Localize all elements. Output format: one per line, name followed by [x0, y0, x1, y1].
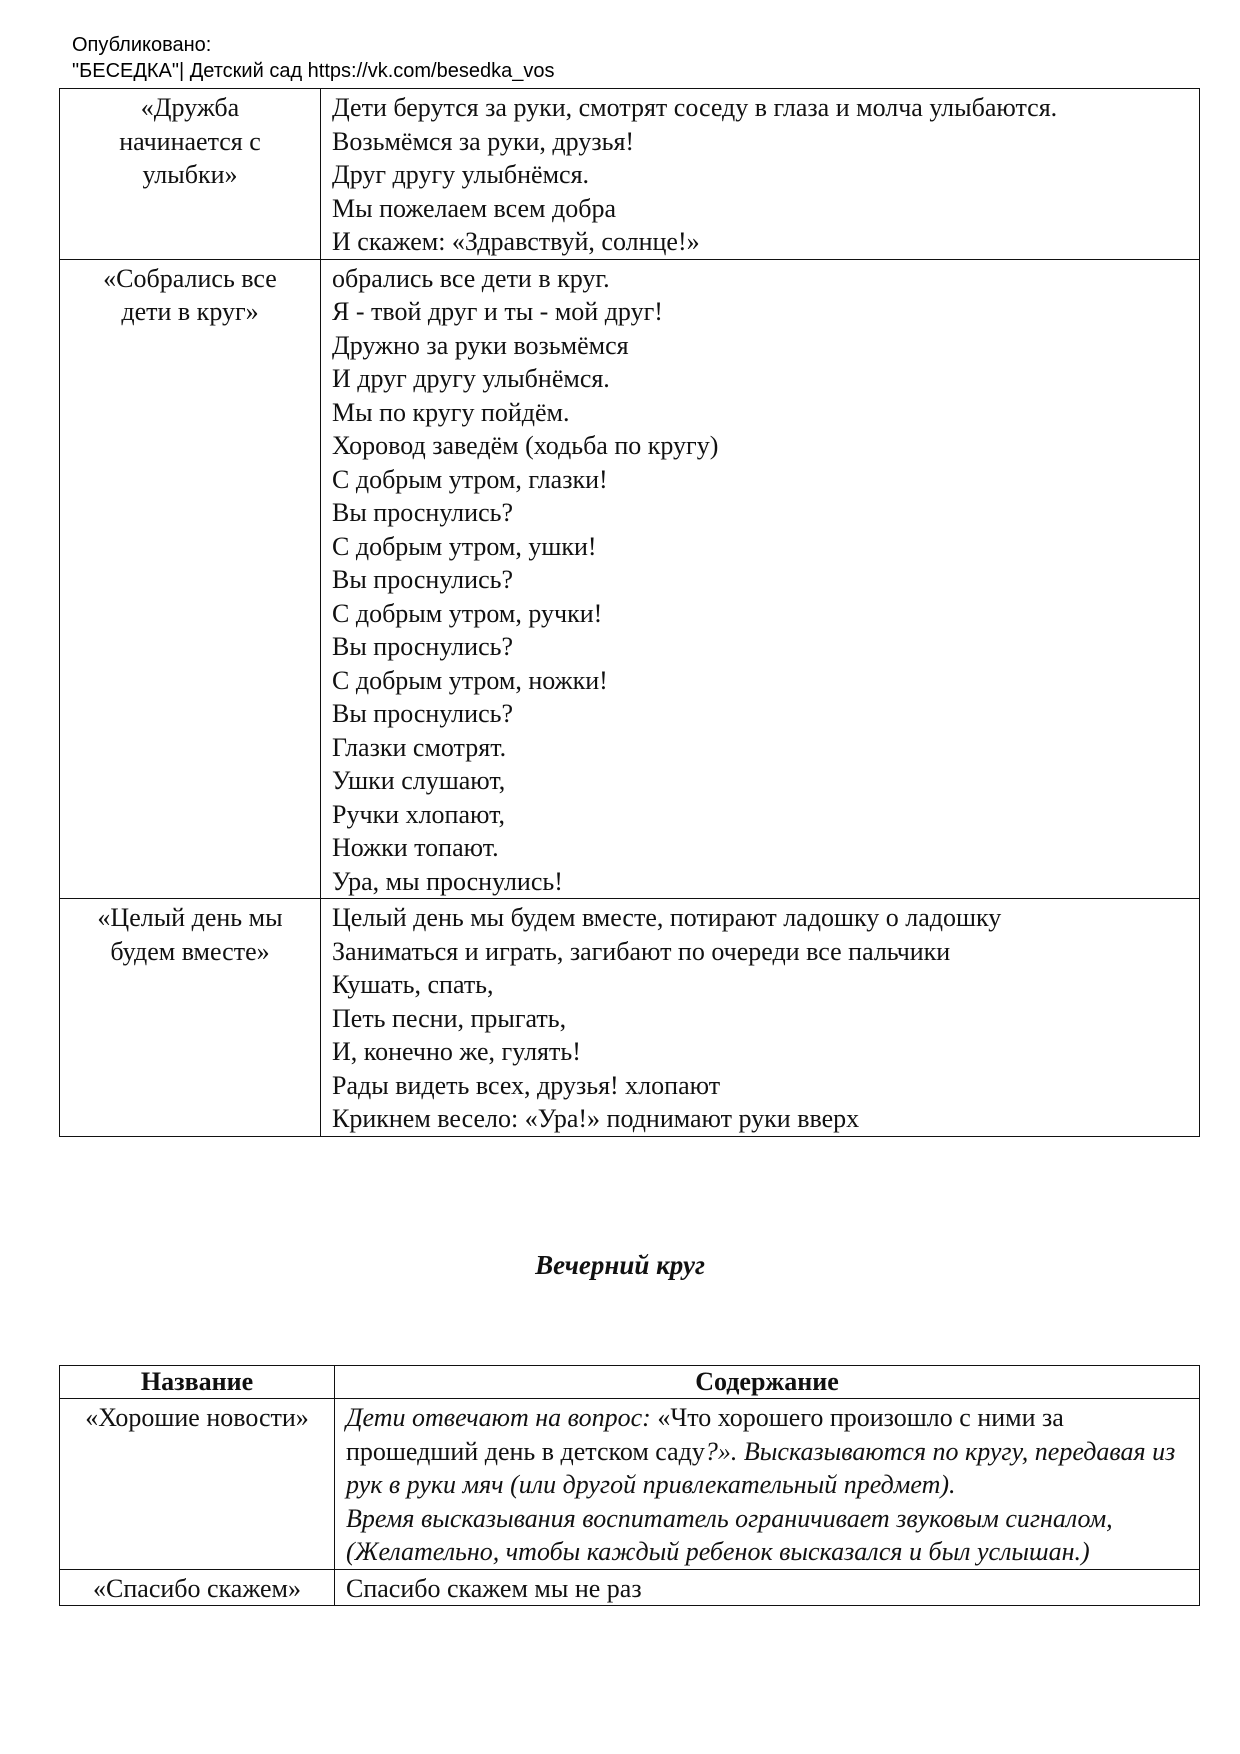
content-line: С добрым утром, ушки!	[332, 531, 597, 561]
row-name-cell: «Хорошие новости»	[60, 1399, 335, 1570]
content-line: С добрым утром, ножки!	[332, 665, 608, 695]
content-line: С добрым утром, ручки!	[332, 598, 603, 628]
table-row	[60, 89, 1200, 260]
content-line: Ножки топают.	[332, 833, 499, 862]
content-line: Крикнем весело: «Ура!» поднимают руки вверх	[332, 1104, 860, 1133]
content-line: И скажем: «Здравствуй, солнце!»	[332, 227, 700, 256]
row-name-line: дети в круг»	[121, 297, 259, 326]
content-italic-segment: Время высказывания воспитатель ограничивает звуковым сигналом, (Желательно, чтобы каждый ребенок высказался и был услышан.)	[346, 1503, 1113, 1566]
content-italic-segment: ?». Высказываются по кругу, передавая из рук в руки мяч (или другой привлекательный предмет).	[346, 1436, 1176, 1499]
section-title-evening-circle: Вечерний круг	[535, 1250, 705, 1280]
table-row	[60, 899, 1200, 1137]
table-row	[60, 259, 1200, 899]
content-line: И, конечно же, гулять!	[332, 1037, 581, 1066]
row-name-line: «Целый день мы	[97, 903, 283, 932]
content-regular-segment: «Что хорошего произошло с ними за прошедший день в детском саду	[346, 1403, 1064, 1466]
content-line: Кушать, спать,	[332, 970, 494, 999]
content-line: Хоровод заведём (ходьба по кругу)	[332, 431, 719, 460]
content-italic-segment: Дети отвечают на вопрос:	[346, 1403, 651, 1432]
row-content-cell	[321, 899, 1200, 1137]
content-line: Вы проснулись?	[332, 565, 514, 594]
row-name-line: будем вместе»	[110, 936, 270, 966]
row-content-cell: Спасибо скажем мы не раз	[335, 1569, 1200, 1606]
content-line: Я - твой друг и ты - мой друг!	[332, 297, 663, 326]
content-line: Рады видеть всех, друзья! хлопают	[332, 1070, 721, 1100]
row-name-cell: «Спасибо скажем»	[60, 1569, 335, 1606]
row-name-line: улыбки»	[142, 160, 238, 189]
morning-circle-table	[59, 88, 1200, 1137]
content-line: Мы пожелаем всем добра	[332, 193, 616, 223]
content-line: Дети берутся за руки, смотрят соседу в глаза и молча улыбаются.	[332, 93, 1058, 122]
row-content-cell	[321, 89, 1200, 260]
content-line: Друг другу улыбнёмся.	[332, 160, 590, 189]
content-line: Возьмёмся за руки, друзья!	[332, 126, 635, 156]
row-name-cell	[60, 89, 321, 260]
row-name-line: «Дружба	[140, 93, 240, 122]
header-source-line: "БЕСЕДКА"| Детский сад https://vk.com/besedka_vos	[72, 60, 555, 82]
content-line: Вы проснулись?	[332, 699, 514, 728]
column-header-content: Содержание	[335, 1366, 1200, 1399]
content-line: Ручки хлопают,	[332, 799, 505, 829]
content-line: С добрым утром, глазки!	[332, 464, 608, 494]
content-line: Вы проснулись?	[332, 632, 514, 661]
content-line: Ушки слушают,	[332, 766, 506, 795]
content-line: Целый день мы будем вместе, потирают ладошку о ладошку	[332, 903, 1002, 932]
evening-circle-table	[59, 1365, 1200, 1606]
content-line: Ура, мы проснулись!	[332, 866, 563, 896]
row-name-line: «Собрались все	[103, 263, 277, 293]
row-name-cell	[60, 259, 321, 899]
content-line: И друг другу улыбнёмся.	[332, 364, 610, 393]
content-line: обрались все дети в круг.	[332, 263, 610, 293]
content-line: Мы по кругу пойдём.	[332, 397, 570, 427]
content-line: Дружно за руки возьмёмся	[332, 330, 629, 360]
content-line: Глазки смотрят.	[332, 732, 507, 762]
table-row	[60, 1399, 1200, 1570]
content-line: Заниматься и играть, загибают по очереди все пальчики	[332, 936, 951, 966]
content-line: Вы проснулись?	[332, 498, 514, 527]
publication-header	[72, 32, 554, 84]
row-content-cell	[321, 259, 1200, 899]
content-line: Петь песни, прыгать,	[332, 1003, 567, 1033]
header-published-label: Опубликовано:	[72, 34, 212, 56]
row-name-cell	[60, 899, 321, 1137]
table-row	[60, 1569, 1200, 1606]
row-content-cell	[335, 1399, 1200, 1570]
table-header-row	[60, 1366, 1200, 1399]
column-header-name: Название	[60, 1366, 335, 1399]
row-name-line: начинается с	[119, 126, 261, 156]
